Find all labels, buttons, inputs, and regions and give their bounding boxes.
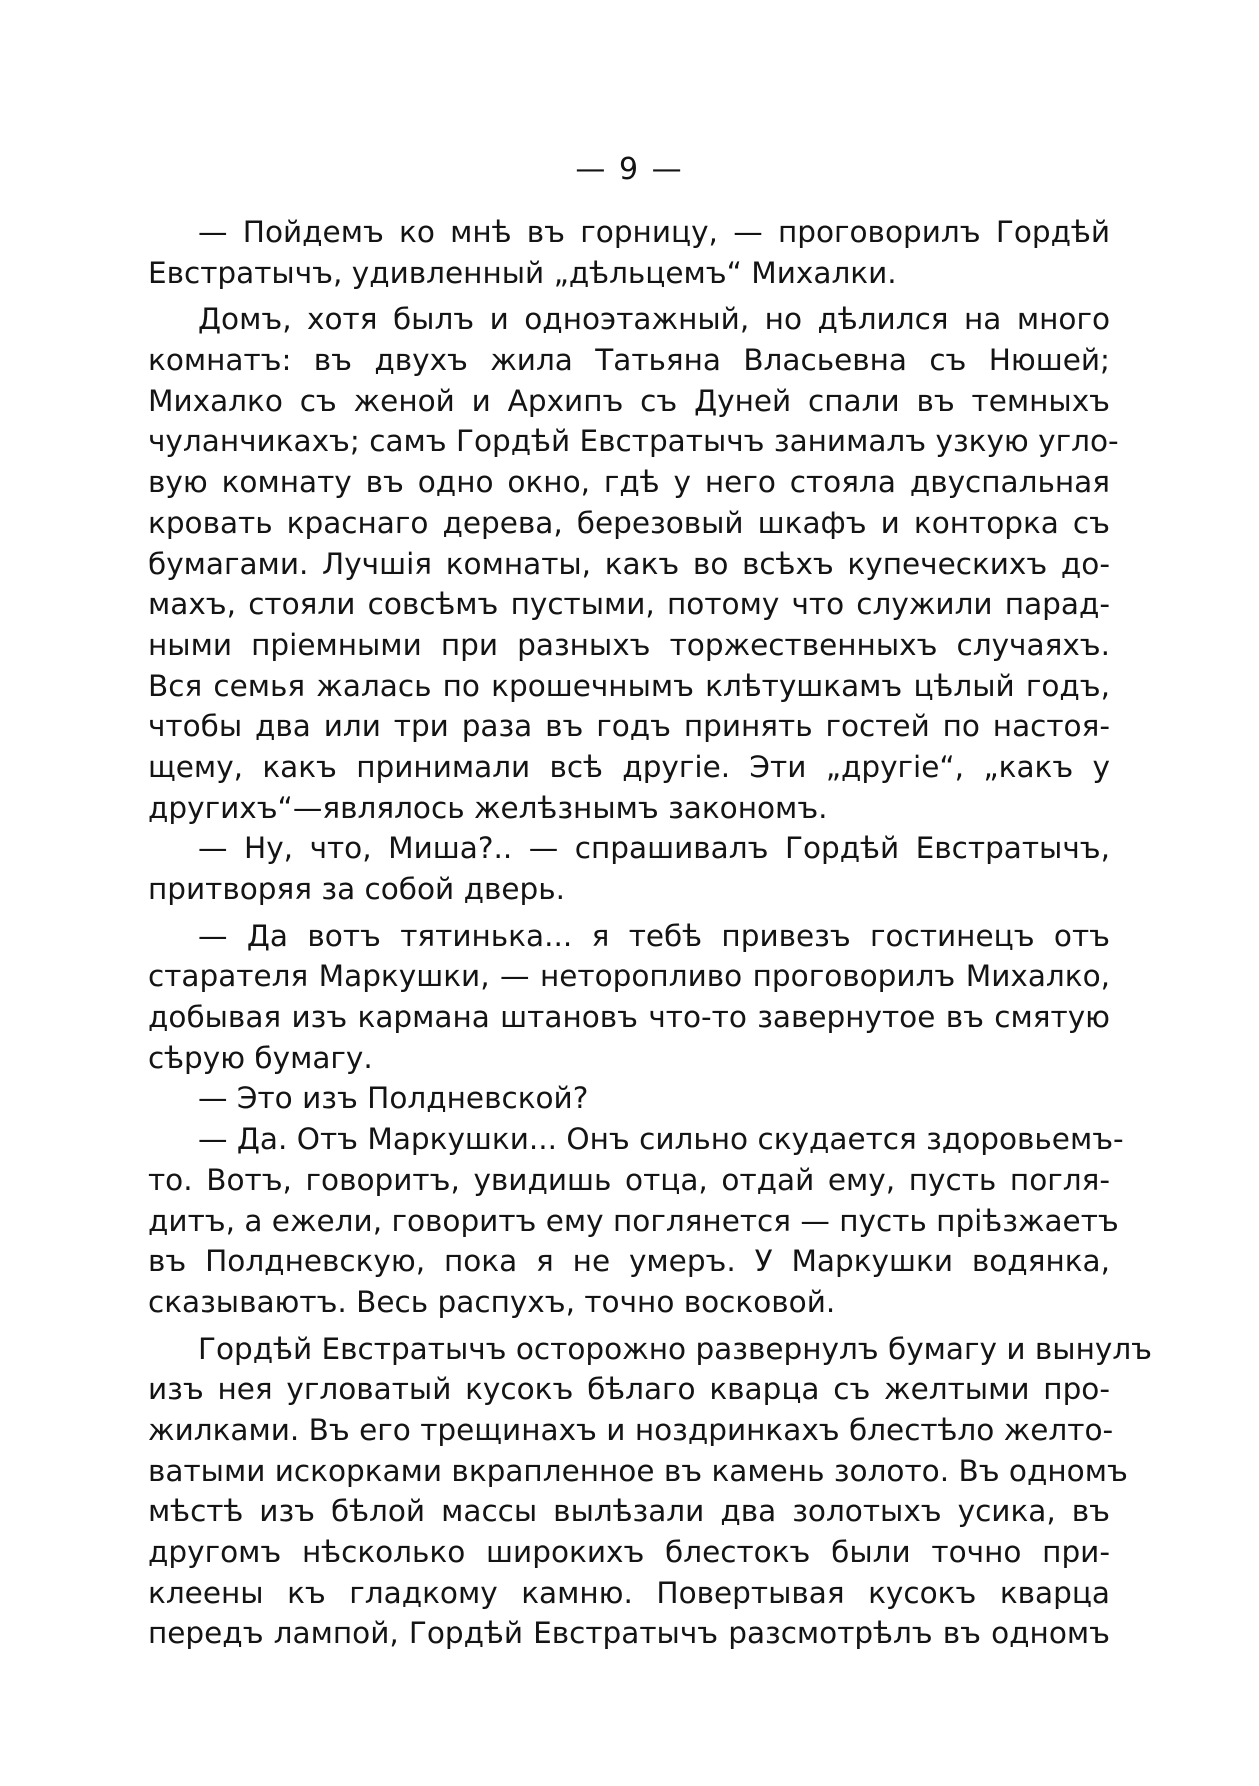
text-line: чтобы два или три раза въ годъ принять гостей по настоя- <box>148 709 1110 744</box>
text-line: сѣрую бумагу. <box>148 1040 373 1075</box>
text-line: передъ лампой, Гордѣй Евстратычъ разсмотрѣлъ въ одномъ <box>148 1616 1110 1651</box>
text-line: Домъ, хотя былъ и одноэтажный, но дѣлился на много <box>198 302 1110 337</box>
text-line: притворяя за собой дверь. <box>148 872 566 906</box>
text-line: вую комнату въ одно окно, гдѣ у него стояла двуспальная <box>148 465 1110 500</box>
text-line: другомъ нѣсколько широкихъ блестокъ были точно при- <box>148 1535 1110 1569</box>
text-line: Евстратычъ, удивленный „дѣльцемъ“ Михалки. <box>148 255 897 290</box>
text-line: Вся семья жалась по крошечнымъ клѣтушкамъ цѣлый годъ, <box>148 668 1110 703</box>
text-line: ными пріемными при разныхъ торжественныхъ случаяхъ. <box>148 627 1110 662</box>
text-line: въ Полдневскую, пока я не умеръ. У Маркушки водянка, <box>148 1244 1110 1279</box>
page-number: — 9 — <box>575 152 684 187</box>
text-line: дитъ, а ежели, говоритъ ему поглянется — пусть пріѣзжаетъ <box>148 1203 1119 1238</box>
text-line: махъ, стояли совсѣмъ пустыми, потому что служили парад- <box>148 587 1110 622</box>
text-line: добывая изъ кармана штановъ что-то завернутое въ смятую <box>148 1000 1110 1035</box>
text-line: чуланчикахъ; самъ Гордѣй Евстратычъ занималъ узкую угло- <box>148 424 1119 459</box>
page-text <box>148 212 1153 1654</box>
text-line: бумагами. Лучшія комнаты, какъ во всѣхъ купеческихъ до- <box>148 546 1110 581</box>
text-line: Михалко съ женой и Архипъ съ Дуней спали въ темныхъ <box>148 383 1110 418</box>
text-line: комнатъ: въ двухъ жила Татьяна Власьевна съ Нюшей; <box>148 343 1110 378</box>
text-line: то. Вотъ, говоритъ, увидишь отца, отдай ему, пусть погля- <box>148 1162 1110 1197</box>
text-line: — Ну, что, Миша?.. — спрашивалъ Гордѣй Евстратычъ, <box>198 831 1110 866</box>
text-line: ватыми искорками вкрапленное въ камень золото. Въ одномъ <box>148 1453 1128 1488</box>
text-line: мѣстѣ изъ бѣлой массы вылѣзали два золотыхъ усика, въ <box>148 1494 1110 1529</box>
text-line: сказываютъ. Весь распухъ, точно восковой. <box>148 1284 836 1319</box>
text-line: жилками. Въ его трещинахъ и ноздринкахъ блестѣло желто- <box>148 1412 1114 1447</box>
text-line: изъ нея угловатый кусокъ бѣлаго кварца съ желтыми про- <box>148 1372 1110 1407</box>
text-line: кровать краснаго дерева, березовый шкафъ и конторка съ <box>148 505 1110 540</box>
text-line: старателя Маркушки, — неторопливо проговорилъ Михалко, <box>148 959 1110 994</box>
text-line: Гордѣй Евстратычъ осторожно развернулъ бумагу и вынулъ <box>198 1331 1153 1366</box>
text-line: щему, какъ принимали всѣ другіе. Эти „другіе“, „какъ у <box>148 749 1110 784</box>
text-line: — Пойдемъ ко мнѣ въ горницу, — проговорилъ Гордѣй <box>198 215 1110 249</box>
text-line: клеены къ гладкому камню. Повертывая кусокъ кварца <box>148 1575 1110 1610</box>
text-line: — Это изъ Полдневской? <box>198 1081 589 1116</box>
text-line: — Да вотъ тятинька... я тебѣ привезъ гостинецъ отъ <box>198 918 1110 953</box>
text-line: другихъ“—являлось желѣзнымъ закономъ. <box>148 790 828 825</box>
text-line: — Да. Отъ Маркушки... Онъ сильно скудается здоровьемъ- <box>198 1122 1124 1157</box>
